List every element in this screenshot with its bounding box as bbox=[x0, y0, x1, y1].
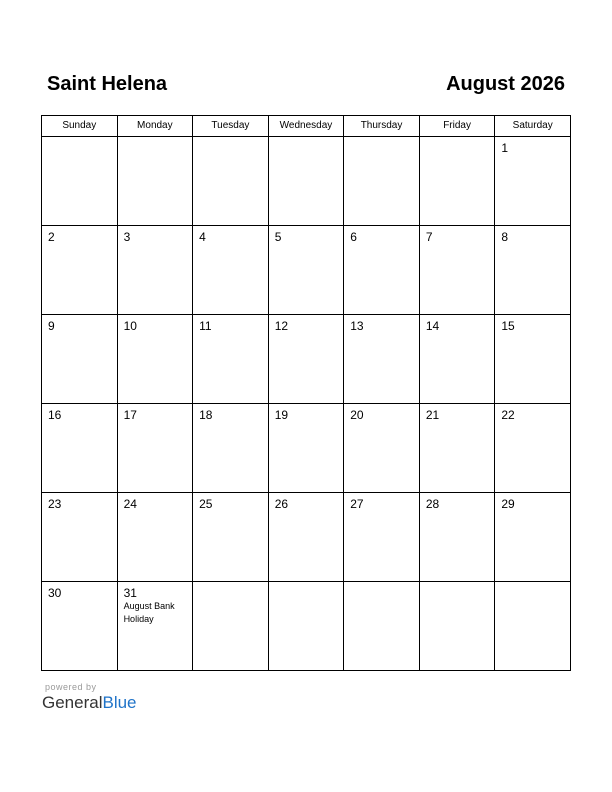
day-number: 24 bbox=[123, 497, 137, 511]
day-cell bbox=[193, 226, 269, 315]
day-number bbox=[420, 582, 495, 586]
day-number bbox=[495, 582, 570, 586]
day-cell bbox=[495, 582, 571, 671]
week-row bbox=[42, 226, 571, 315]
day-number bbox=[269, 137, 344, 141]
day-cell bbox=[344, 315, 420, 404]
day-number: 20 bbox=[350, 408, 364, 422]
day-cell bbox=[419, 404, 495, 493]
day-cell bbox=[193, 137, 269, 226]
week-row bbox=[42, 582, 571, 671]
week-row bbox=[42, 404, 571, 493]
day-cell bbox=[419, 226, 495, 315]
day-cell bbox=[268, 315, 344, 404]
day-cell bbox=[419, 582, 495, 671]
day-cell bbox=[117, 493, 193, 582]
day-number bbox=[344, 137, 419, 141]
day-cell bbox=[268, 137, 344, 226]
day-cell bbox=[117, 137, 193, 226]
day-number: 29 bbox=[501, 497, 515, 511]
weekday-header: Saturday bbox=[495, 116, 571, 137]
day-number: 17 bbox=[123, 408, 137, 422]
day-cell bbox=[117, 226, 193, 315]
day-cell bbox=[193, 493, 269, 582]
day-cell bbox=[42, 226, 118, 315]
powered-by-text: powered by bbox=[45, 682, 97, 692]
day-number: 11 bbox=[199, 319, 212, 333]
day-cell bbox=[117, 315, 193, 404]
day-number: 1 bbox=[501, 141, 509, 155]
day-number: 25 bbox=[199, 497, 213, 511]
day-number: 9 bbox=[48, 319, 55, 333]
day-cell bbox=[344, 404, 420, 493]
day-number bbox=[269, 582, 344, 586]
day-cell bbox=[268, 404, 344, 493]
day-number: 12 bbox=[274, 319, 289, 333]
day-number: 6 bbox=[350, 230, 357, 244]
day-cell bbox=[42, 582, 118, 671]
weekday-header: Monday bbox=[117, 116, 193, 137]
day-cell bbox=[495, 404, 571, 493]
day-number: 16 bbox=[48, 408, 62, 422]
day-cell bbox=[268, 493, 344, 582]
holiday-label: August Bank Holiday bbox=[123, 601, 175, 624]
day-number: 26 bbox=[274, 497, 289, 511]
day-number: 3 bbox=[123, 230, 131, 244]
day-cell bbox=[268, 226, 344, 315]
day-cell bbox=[495, 493, 571, 582]
weekday-header: Sunday bbox=[42, 116, 118, 137]
day-cell bbox=[344, 582, 420, 671]
day-number bbox=[42, 137, 117, 141]
day-cell bbox=[42, 315, 118, 404]
calendar-grid bbox=[41, 115, 571, 671]
day-cell bbox=[117, 582, 193, 671]
day-cell bbox=[42, 493, 118, 582]
day-number: 30 bbox=[48, 586, 62, 600]
weekday-header: Tuesday bbox=[193, 116, 269, 137]
day-cell bbox=[344, 493, 420, 582]
day-number bbox=[420, 137, 495, 141]
day-number: 21 bbox=[425, 408, 440, 422]
day-number: 19 bbox=[274, 408, 289, 422]
day-number: 2 bbox=[48, 230, 55, 244]
week-row bbox=[42, 315, 571, 404]
day-number: 13 bbox=[350, 319, 364, 333]
day-cell bbox=[268, 582, 344, 671]
weekday-header: Friday bbox=[419, 116, 495, 137]
day-number bbox=[193, 137, 268, 141]
day-cell bbox=[419, 315, 495, 404]
day-cell bbox=[117, 404, 193, 493]
day-number: 23 bbox=[48, 497, 62, 511]
day-cell bbox=[344, 226, 420, 315]
generalblue-logo[interactable] bbox=[42, 693, 137, 713]
weekday-header: Thursday bbox=[344, 116, 420, 137]
brand-general-text: General bbox=[42, 693, 103, 712]
day-number: 27 bbox=[350, 497, 364, 511]
day-number: 15 bbox=[501, 319, 515, 333]
day-number: 14 bbox=[425, 319, 440, 333]
day-cell bbox=[495, 315, 571, 404]
day-number: 4 bbox=[199, 230, 206, 244]
day-number bbox=[193, 582, 268, 586]
day-cell bbox=[495, 226, 571, 315]
day-cell bbox=[344, 137, 420, 226]
day-number bbox=[118, 137, 193, 141]
day-number: 8 bbox=[501, 230, 509, 244]
day-cell bbox=[42, 404, 118, 493]
day-cell bbox=[42, 137, 118, 226]
day-number: 18 bbox=[199, 408, 213, 422]
day-cell bbox=[419, 493, 495, 582]
day-number: 5 bbox=[274, 230, 282, 244]
month-year-title: August 2026 bbox=[446, 73, 565, 95]
day-cell bbox=[419, 137, 495, 226]
week-row bbox=[42, 493, 571, 582]
day-number: 28 bbox=[425, 497, 440, 511]
weekday-header-row bbox=[42, 116, 571, 137]
day-cell bbox=[193, 315, 269, 404]
day-cell bbox=[193, 582, 269, 671]
location-title: Saint Helena bbox=[47, 73, 168, 95]
day-number bbox=[344, 582, 419, 586]
day-cell bbox=[495, 137, 571, 226]
week-row bbox=[42, 137, 571, 226]
brand-blue-text: Blue bbox=[102, 693, 137, 712]
day-number: 22 bbox=[501, 408, 515, 422]
day-number: 31 bbox=[123, 586, 137, 600]
day-number: 10 bbox=[123, 319, 137, 333]
weekday-header: Wednesday bbox=[268, 116, 344, 137]
day-cell bbox=[193, 404, 269, 493]
day-number: 7 bbox=[425, 230, 433, 244]
